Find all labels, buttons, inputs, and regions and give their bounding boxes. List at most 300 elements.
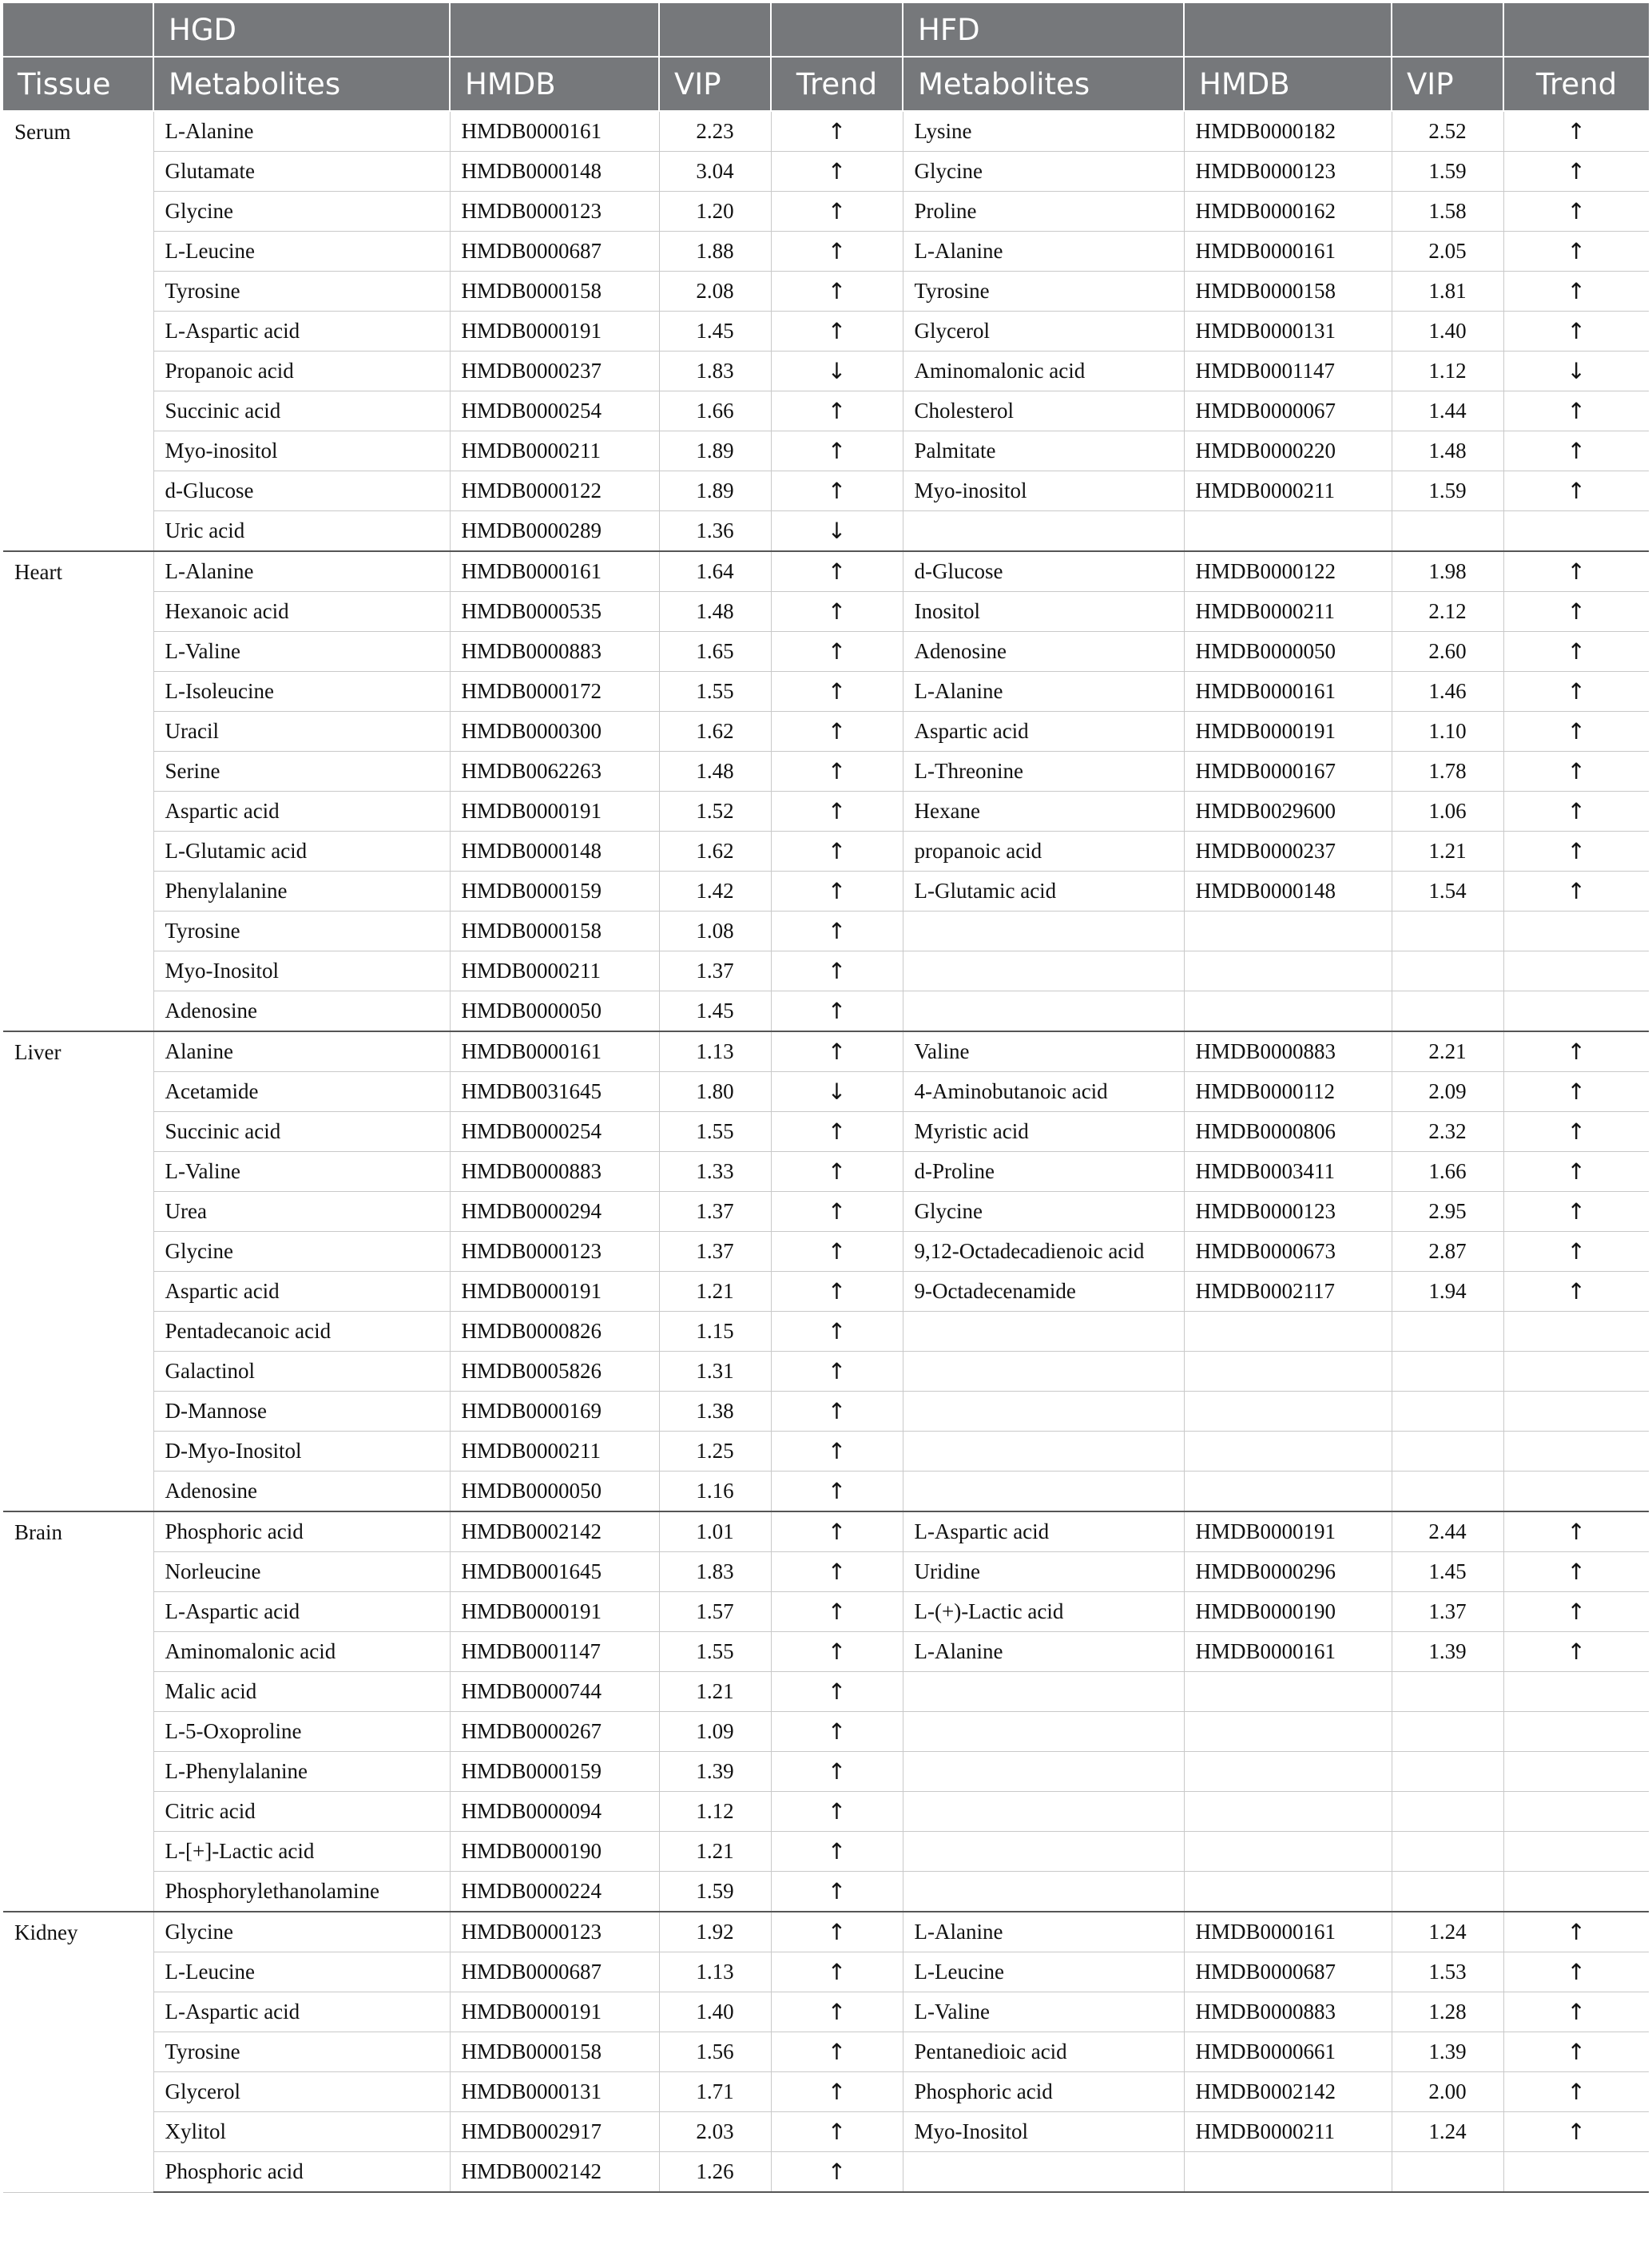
- hfd-vip-cell: [1392, 1712, 1503, 1752]
- hfd-vip-cell: [1392, 2152, 1503, 2193]
- hgd-trend-cell: [771, 1472, 903, 1512]
- table-row: [3, 431, 1649, 471]
- table-row: [3, 1272, 1649, 1312]
- tissue-cell: Liver: [3, 1031, 153, 1511]
- table-row: [3, 1432, 1649, 1472]
- hgd-vip-cell: 1.92: [659, 1912, 771, 1952]
- hfd-hmdb-cell: HMDB0000211: [1184, 471, 1392, 511]
- hfd-hmdb-cell: HMDB0000661: [1184, 2032, 1392, 2072]
- trend-arrow-icon: ↑: [827, 438, 847, 464]
- hfd-hmdb-cell: HMDB0000067: [1184, 391, 1392, 431]
- hgd-vip-cell: 1.37: [659, 1232, 771, 1272]
- hfd-vip-cell: 2.52: [1392, 111, 1503, 152]
- hfd-vip-cell: [1392, 1832, 1503, 1872]
- hfd-hmdb-cell: [1184, 1752, 1392, 1792]
- hfd-vip-cell: [1392, 511, 1503, 552]
- hgd-hmdb-cell: HMDB0001645: [450, 1552, 659, 1592]
- trend-arrow-icon: ↑: [827, 998, 847, 1024]
- trend-arrow-icon: ↑: [827, 758, 847, 784]
- hfd-metabolite-cell: Lysine: [903, 111, 1184, 152]
- hgd-trend-cell: [771, 1792, 903, 1832]
- hgd-trend-cell: [771, 2072, 903, 2112]
- hfd-trend-cell: [1503, 752, 1649, 792]
- hfd-trend-cell: [1503, 1472, 1649, 1512]
- hgd-metabolite-cell: Acetamide: [153, 1072, 450, 1112]
- hfd-trend-cell: [1503, 1232, 1649, 1272]
- hfd-hmdb-cell: [1184, 1312, 1392, 1352]
- hgd-vip-cell: 1.71: [659, 2072, 771, 2112]
- hgd-trend-cell: [771, 111, 903, 152]
- hgd-metabolite-cell: Uric acid: [153, 511, 450, 552]
- hgd-trend-cell: [771, 391, 903, 431]
- column-header-hmdb: HMDB: [1184, 57, 1392, 111]
- hfd-vip-cell: 2.32: [1392, 1112, 1503, 1152]
- table-row: [3, 1112, 1649, 1152]
- hgd-trend-cell: [771, 272, 903, 312]
- trend-arrow-icon: ↑: [1567, 1519, 1586, 1545]
- hgd-metabolite-cell: Myo-inositol: [153, 431, 450, 471]
- hgd-trend-cell: [771, 2032, 903, 2072]
- trend-arrow-icon: ↓: [1567, 358, 1586, 384]
- table-row: [3, 1832, 1649, 1872]
- hgd-hmdb-cell: HMDB0000122: [450, 471, 659, 511]
- hgd-trend-cell: [771, 1912, 903, 1952]
- hfd-trend-cell: [1503, 1832, 1649, 1872]
- trend-arrow-icon: ↓: [827, 1078, 847, 1105]
- hgd-hmdb-cell: HMDB0000148: [450, 152, 659, 192]
- hfd-metabolite-cell: Glycine: [903, 1192, 1184, 1232]
- trend-arrow-icon: ↑: [1567, 1919, 1586, 1945]
- hgd-vip-cell: 1.39: [659, 1752, 771, 1792]
- trend-arrow-icon: ↑: [1567, 878, 1586, 904]
- hgd-trend-cell: [771, 912, 903, 951]
- header-blank: [450, 3, 659, 57]
- hfd-vip-cell: 2.60: [1392, 632, 1503, 672]
- hfd-metabolite-cell: Adenosine: [903, 632, 1184, 672]
- hfd-hmdb-cell: HMDB0000191: [1184, 1511, 1392, 1552]
- trend-arrow-icon: ↓: [827, 518, 847, 544]
- column-header-tissue: Tissue: [3, 57, 153, 111]
- hgd-hmdb-cell: HMDB0000123: [450, 1232, 659, 1272]
- hgd-trend-cell: [771, 1712, 903, 1752]
- hgd-hmdb-cell: HMDB0000158: [450, 912, 659, 951]
- hfd-metabolite-cell: d-Glucose: [903, 551, 1184, 592]
- hgd-metabolite-cell: Tyrosine: [153, 912, 450, 951]
- hgd-metabolite-cell: Propanoic acid: [153, 351, 450, 391]
- hfd-vip-cell: 2.12: [1392, 592, 1503, 632]
- hgd-metabolite-cell: L-Glutamic acid: [153, 832, 450, 872]
- hfd-metabolite-cell: Glycerol: [903, 312, 1184, 351]
- trend-arrow-icon: ↑: [827, 1959, 847, 1985]
- hgd-vip-cell: 1.26: [659, 2152, 771, 2193]
- hgd-vip-cell: 1.37: [659, 951, 771, 991]
- hgd-trend-cell: [771, 192, 903, 232]
- hgd-metabolite-cell: L-Leucine: [153, 1952, 450, 1992]
- hfd-hmdb-cell: HMDB0000211: [1184, 592, 1392, 632]
- table-row: [3, 1552, 1649, 1592]
- hfd-hmdb-cell: [1184, 1832, 1392, 1872]
- hgd-vip-cell: 1.52: [659, 792, 771, 832]
- trend-arrow-icon: ↑: [827, 1318, 847, 1344]
- table-row: [3, 632, 1649, 672]
- hfd-trend-cell: [1503, 1031, 1649, 1072]
- trend-arrow-icon: ↑: [827, 1198, 847, 1225]
- hfd-hmdb-cell: HMDB0002117: [1184, 1272, 1392, 1312]
- table-row: [3, 872, 1649, 912]
- hgd-vip-cell: 1.65: [659, 632, 771, 672]
- hgd-metabolite-cell: Myo-Inositol: [153, 951, 450, 991]
- hgd-metabolite-cell: L-Aspartic acid: [153, 1992, 450, 2032]
- hgd-hmdb-cell: HMDB0000300: [450, 712, 659, 752]
- hfd-hmdb-cell: [1184, 1872, 1392, 1912]
- hgd-vip-cell: 1.83: [659, 351, 771, 391]
- hfd-trend-cell: [1503, 1632, 1649, 1672]
- hgd-hmdb-cell: HMDB0000123: [450, 1912, 659, 1952]
- hfd-hmdb-cell: HMDB0000158: [1184, 272, 1392, 312]
- hfd-vip-cell: [1392, 1752, 1503, 1792]
- hgd-vip-cell: 1.21: [659, 1272, 771, 1312]
- hfd-metabolite-cell: [903, 1432, 1184, 1472]
- hfd-trend-cell: [1503, 1272, 1649, 1312]
- table-row: [3, 2152, 1649, 2193]
- hgd-trend-cell: [771, 1312, 903, 1352]
- hgd-vip-cell: 1.62: [659, 712, 771, 752]
- trend-arrow-icon: ↑: [827, 558, 847, 585]
- hfd-metabolite-cell: L-Alanine: [903, 672, 1184, 712]
- hgd-hmdb-cell: HMDB0062263: [450, 752, 659, 792]
- hgd-vip-cell: 2.03: [659, 2112, 771, 2152]
- table-row: [3, 351, 1649, 391]
- hfd-metabolite-cell: Valine: [903, 1031, 1184, 1072]
- hgd-hmdb-cell: HMDB0000687: [450, 232, 659, 272]
- hgd-vip-cell: 1.08: [659, 912, 771, 951]
- hgd-hmdb-cell: HMDB0000161: [450, 551, 659, 592]
- hfd-metabolite-cell: L-(+)-Lactic acid: [903, 1592, 1184, 1632]
- hgd-trend-cell: [771, 632, 903, 672]
- trend-arrow-icon: ↑: [827, 638, 847, 665]
- hfd-hmdb-cell: HMDB0029600: [1184, 792, 1392, 832]
- hfd-vip-cell: [1392, 912, 1503, 951]
- table-row: [3, 1672, 1649, 1712]
- hfd-metabolite-cell: L-Alanine: [903, 232, 1184, 272]
- hgd-metabolite-cell: Uracil: [153, 712, 450, 752]
- hfd-hmdb-cell: HMDB0000162: [1184, 192, 1392, 232]
- hfd-hmdb-cell: [1184, 2152, 1392, 2193]
- hgd-vip-cell: 1.55: [659, 672, 771, 712]
- table-row: [3, 832, 1649, 872]
- hgd-vip-cell: 1.09: [659, 1712, 771, 1752]
- table-row: [3, 1992, 1649, 2032]
- hfd-vip-cell: 1.24: [1392, 2112, 1503, 2152]
- hfd-metabolite-cell: Palmitate: [903, 431, 1184, 471]
- hgd-trend-cell: [771, 1432, 903, 1472]
- trend-arrow-icon: ↑: [1567, 1198, 1586, 1225]
- table-row: [3, 511, 1649, 552]
- hfd-metabolite-cell: Myo-Inositol: [903, 2112, 1184, 2152]
- hfd-vip-cell: 1.39: [1392, 1632, 1503, 1672]
- hgd-metabolite-cell: Tyrosine: [153, 272, 450, 312]
- table-row: [3, 2112, 1649, 2152]
- hgd-metabolite-cell: L-Leucine: [153, 232, 450, 272]
- hfd-hmdb-cell: HMDB0000148: [1184, 872, 1392, 912]
- hgd-vip-cell: 1.40: [659, 1992, 771, 2032]
- hfd-hmdb-cell: [1184, 1712, 1392, 1752]
- hgd-metabolite-cell: D-Myo-Inositol: [153, 1432, 450, 1472]
- hgd-vip-cell: 1.21: [659, 1672, 771, 1712]
- hfd-vip-cell: 2.95: [1392, 1192, 1503, 1232]
- trend-arrow-icon: ↑: [827, 798, 847, 824]
- column-header-trend: Trend: [1503, 57, 1649, 111]
- trend-arrow-icon: ↑: [827, 1559, 847, 1585]
- hfd-hmdb-cell: HMDB0000220: [1184, 431, 1392, 471]
- hgd-vip-cell: 1.16: [659, 1472, 771, 1512]
- hgd-metabolite-cell: L-Phenylalanine: [153, 1752, 450, 1792]
- hfd-hmdb-cell: [1184, 912, 1392, 951]
- hfd-trend-cell: [1503, 272, 1649, 312]
- trend-arrow-icon: ↑: [827, 1798, 847, 1825]
- trend-arrow-icon: ↑: [827, 1638, 847, 1665]
- hfd-metabolite-cell: Hexane: [903, 792, 1184, 832]
- hfd-metabolite-cell: [903, 1792, 1184, 1832]
- hfd-metabolite-cell: [903, 1752, 1184, 1792]
- hfd-vip-cell: 1.21: [1392, 832, 1503, 872]
- hgd-metabolite-cell: Glycerol: [153, 2072, 450, 2112]
- hfd-vip-cell: 1.59: [1392, 152, 1503, 192]
- hgd-metabolite-cell: L-Alanine: [153, 111, 450, 152]
- table-row: [3, 1952, 1649, 1992]
- hfd-trend-cell: [1503, 2072, 1649, 2112]
- table-row: [3, 2032, 1649, 2072]
- hfd-trend-cell: [1503, 431, 1649, 471]
- hgd-hmdb-cell: HMDB0000190: [450, 1832, 659, 1872]
- hfd-trend-cell: [1503, 832, 1649, 872]
- hgd-hmdb-cell: HMDB0000148: [450, 832, 659, 872]
- metabolite-table: [3, 3, 1649, 2193]
- hgd-metabolite-cell: L-5-Oxoproline: [153, 1712, 450, 1752]
- table-row: [3, 792, 1649, 832]
- trend-arrow-icon: ↑: [827, 678, 847, 705]
- hfd-metabolite-cell: L-Alanine: [903, 1632, 1184, 1672]
- hfd-vip-cell: 1.58: [1392, 192, 1503, 232]
- hfd-vip-cell: 1.40: [1392, 312, 1503, 351]
- hfd-metabolite-cell: [903, 2152, 1184, 2193]
- hgd-vip-cell: 1.89: [659, 431, 771, 471]
- hgd-metabolite-cell: Urea: [153, 1192, 450, 1232]
- trend-arrow-icon: ↑: [1567, 1118, 1586, 1145]
- trend-arrow-icon: ↑: [827, 278, 847, 304]
- trend-arrow-icon: ↑: [1567, 678, 1586, 705]
- hgd-vip-cell: 1.42: [659, 872, 771, 912]
- trend-arrow-icon: ↑: [827, 1599, 847, 1625]
- hgd-vip-cell: 1.83: [659, 1552, 771, 1592]
- hgd-metabolite-cell: Aminomalonic acid: [153, 1632, 450, 1672]
- hfd-vip-cell: 2.21: [1392, 1031, 1503, 1072]
- hfd-vip-cell: [1392, 1352, 1503, 1392]
- table-row: [3, 1792, 1649, 1832]
- trend-arrow-icon: ↑: [1567, 1078, 1586, 1105]
- hfd-vip-cell: 1.44: [1392, 391, 1503, 431]
- hgd-metabolite-cell: L-Alanine: [153, 551, 450, 592]
- trend-arrow-icon: ↑: [1567, 638, 1586, 665]
- trend-arrow-icon: ↑: [827, 1398, 847, 1424]
- trend-arrow-icon: ↑: [827, 958, 847, 984]
- hfd-hmdb-cell: [1184, 991, 1392, 1032]
- hgd-hmdb-cell: HMDB0000191: [450, 1272, 659, 1312]
- table-row: [3, 1352, 1649, 1392]
- hfd-hmdb-cell: [1184, 1392, 1392, 1432]
- hgd-hmdb-cell: HMDB0000826: [450, 1312, 659, 1352]
- header-blank: [3, 3, 153, 57]
- column-header-row: [3, 57, 1649, 111]
- hfd-trend-cell: [1503, 1912, 1649, 1952]
- hgd-metabolite-cell: Tyrosine: [153, 2032, 450, 2072]
- hgd-metabolite-cell: Citric acid: [153, 1792, 450, 1832]
- hfd-vip-cell: [1392, 991, 1503, 1032]
- hgd-trend-cell: [771, 351, 903, 391]
- hgd-hmdb-cell: HMDB0000161: [450, 111, 659, 152]
- hfd-metabolite-cell: Pentanedioic acid: [903, 2032, 1184, 2072]
- hgd-vip-cell: 1.56: [659, 2032, 771, 2072]
- hfd-vip-cell: 2.87: [1392, 1232, 1503, 1272]
- hgd-vip-cell: 1.20: [659, 192, 771, 232]
- hfd-hmdb-cell: HMDB0001147: [1184, 351, 1392, 391]
- hgd-vip-cell: 1.66: [659, 391, 771, 431]
- hfd-trend-cell: [1503, 1312, 1649, 1352]
- hgd-metabolite-cell: d-Glucose: [153, 471, 450, 511]
- table-row: [3, 1392, 1649, 1432]
- trend-arrow-icon: ↑: [827, 1278, 847, 1305]
- hfd-hmdb-cell: HMDB0000296: [1184, 1552, 1392, 1592]
- trend-arrow-icon: ↑: [827, 2039, 847, 2065]
- trend-arrow-icon: ↑: [1567, 118, 1586, 145]
- hfd-metabolite-cell: Cholesterol: [903, 391, 1184, 431]
- hgd-vip-cell: 3.04: [659, 152, 771, 192]
- hfd-metabolite-cell: L-Valine: [903, 1992, 1184, 2032]
- table-row: [3, 1592, 1649, 1632]
- hfd-vip-cell: 2.00: [1392, 2072, 1503, 2112]
- hfd-metabolite-cell: Phosphoric acid: [903, 2072, 1184, 2112]
- hgd-hmdb-cell: HMDB0000211: [450, 431, 659, 471]
- hfd-vip-cell: [1392, 1672, 1503, 1712]
- hgd-hmdb-cell: HMDB0000159: [450, 1752, 659, 1792]
- hfd-hmdb-cell: HMDB0000182: [1184, 111, 1392, 152]
- hgd-hmdb-cell: HMDB0005826: [450, 1352, 659, 1392]
- trend-arrow-icon: ↑: [827, 918, 847, 944]
- trend-arrow-icon: ↑: [827, 1878, 847, 1904]
- hfd-hmdb-cell: HMDB0000687: [1184, 1952, 1392, 1992]
- hgd-hmdb-cell: HMDB0000883: [450, 632, 659, 672]
- hfd-metabolite-cell: L-Threonine: [903, 752, 1184, 792]
- hgd-vip-cell: 1.80: [659, 1072, 771, 1112]
- hfd-trend-cell: [1503, 1072, 1649, 1112]
- hfd-metabolite-cell: L-Alanine: [903, 1912, 1184, 1952]
- hgd-trend-cell: [771, 712, 903, 752]
- hfd-vip-cell: 1.46: [1392, 672, 1503, 712]
- hgd-metabolite-cell: Phosphoric acid: [153, 2152, 450, 2193]
- hgd-hmdb-cell: HMDB0000131: [450, 2072, 659, 2112]
- hgd-trend-cell: [771, 1552, 903, 1592]
- trend-arrow-icon: ↑: [1567, 798, 1586, 824]
- hgd-vip-cell: 2.08: [659, 272, 771, 312]
- hgd-trend-cell: [771, 152, 903, 192]
- tissue-cell: Kidney: [3, 1912, 153, 2192]
- column-header-hmdb: HMDB: [450, 57, 659, 111]
- trend-arrow-icon: ↑: [827, 478, 847, 504]
- hfd-hmdb-cell: HMDB0000131: [1184, 312, 1392, 351]
- hfd-vip-cell: [1392, 1432, 1503, 1472]
- hfd-metabolite-cell: 9-Octadecenamide: [903, 1272, 1184, 1312]
- hgd-vip-cell: 1.36: [659, 511, 771, 552]
- hfd-metabolite-cell: [903, 1672, 1184, 1712]
- table-row: [3, 391, 1649, 431]
- hfd-hmdb-cell: HMDB0000161: [1184, 1912, 1392, 1952]
- hgd-trend-cell: [771, 792, 903, 832]
- hgd-hmdb-cell: HMDB0000094: [450, 1792, 659, 1832]
- hfd-trend-cell: [1503, 2152, 1649, 2193]
- hfd-vip-cell: 1.94: [1392, 1272, 1503, 1312]
- hgd-trend-cell: [771, 511, 903, 552]
- table-row: [3, 312, 1649, 351]
- column-header-trend: Trend: [771, 57, 903, 111]
- hfd-hmdb-cell: HMDB0000161: [1184, 232, 1392, 272]
- hgd-vip-cell: 1.01: [659, 1511, 771, 1552]
- hgd-trend-cell: [771, 551, 903, 592]
- hgd-vip-cell: 1.15: [659, 1312, 771, 1352]
- hgd-trend-cell: [771, 1232, 903, 1272]
- hgd-metabolite-cell: Glycine: [153, 1912, 450, 1952]
- hfd-hmdb-cell: HMDB0000673: [1184, 1232, 1392, 1272]
- trend-arrow-icon: ↑: [1567, 1559, 1586, 1585]
- hfd-vip-cell: 1.59: [1392, 471, 1503, 511]
- hgd-hmdb-cell: HMDB0000237: [450, 351, 659, 391]
- hgd-hmdb-cell: HMDB0002917: [450, 2112, 659, 2152]
- hfd-vip-cell: 1.54: [1392, 872, 1503, 912]
- hfd-hmdb-cell: [1184, 1352, 1392, 1392]
- hfd-trend-cell: [1503, 1992, 1649, 2032]
- table-row: [3, 1472, 1649, 1512]
- hfd-trend-cell: [1503, 792, 1649, 832]
- trend-arrow-icon: ↑: [827, 2159, 847, 2185]
- hgd-hmdb-cell: HMDB0000883: [450, 1152, 659, 1192]
- table-row: [3, 2072, 1649, 2112]
- trend-arrow-icon: ↑: [827, 1678, 847, 1705]
- trend-arrow-icon: ↑: [827, 1238, 847, 1265]
- trend-arrow-icon: ↑: [1567, 558, 1586, 585]
- hfd-metabolite-cell: Uridine: [903, 1552, 1184, 1592]
- hgd-vip-cell: 1.55: [659, 1112, 771, 1152]
- hfd-hmdb-cell: HMDB0002142: [1184, 2072, 1392, 2112]
- hfd-vip-cell: 1.78: [1392, 752, 1503, 792]
- hfd-vip-cell: [1392, 1472, 1503, 1512]
- hgd-hmdb-cell: HMDB0000211: [450, 951, 659, 991]
- hfd-vip-cell: 1.12: [1392, 351, 1503, 391]
- hfd-metabolite-cell: [903, 1872, 1184, 1912]
- hgd-trend-cell: [771, 1272, 903, 1312]
- tissue-cell: Heart: [3, 551, 153, 1031]
- hgd-hmdb-cell: HMDB0002142: [450, 1511, 659, 1552]
- hfd-hmdb-cell: HMDB0000167: [1184, 752, 1392, 792]
- header-blank: [1503, 3, 1649, 57]
- hfd-metabolite-cell: L-Glutamic acid: [903, 872, 1184, 912]
- hfd-vip-cell: 1.10: [1392, 712, 1503, 752]
- hfd-vip-cell: [1392, 1392, 1503, 1432]
- hfd-trend-cell: [1503, 1112, 1649, 1152]
- group-header-row: [3, 3, 1649, 57]
- hfd-metabolite-cell: [903, 951, 1184, 991]
- trend-arrow-icon: ↑: [827, 1919, 847, 1945]
- hgd-metabolite-cell: Succinic acid: [153, 391, 450, 431]
- trend-arrow-icon: ↑: [827, 878, 847, 904]
